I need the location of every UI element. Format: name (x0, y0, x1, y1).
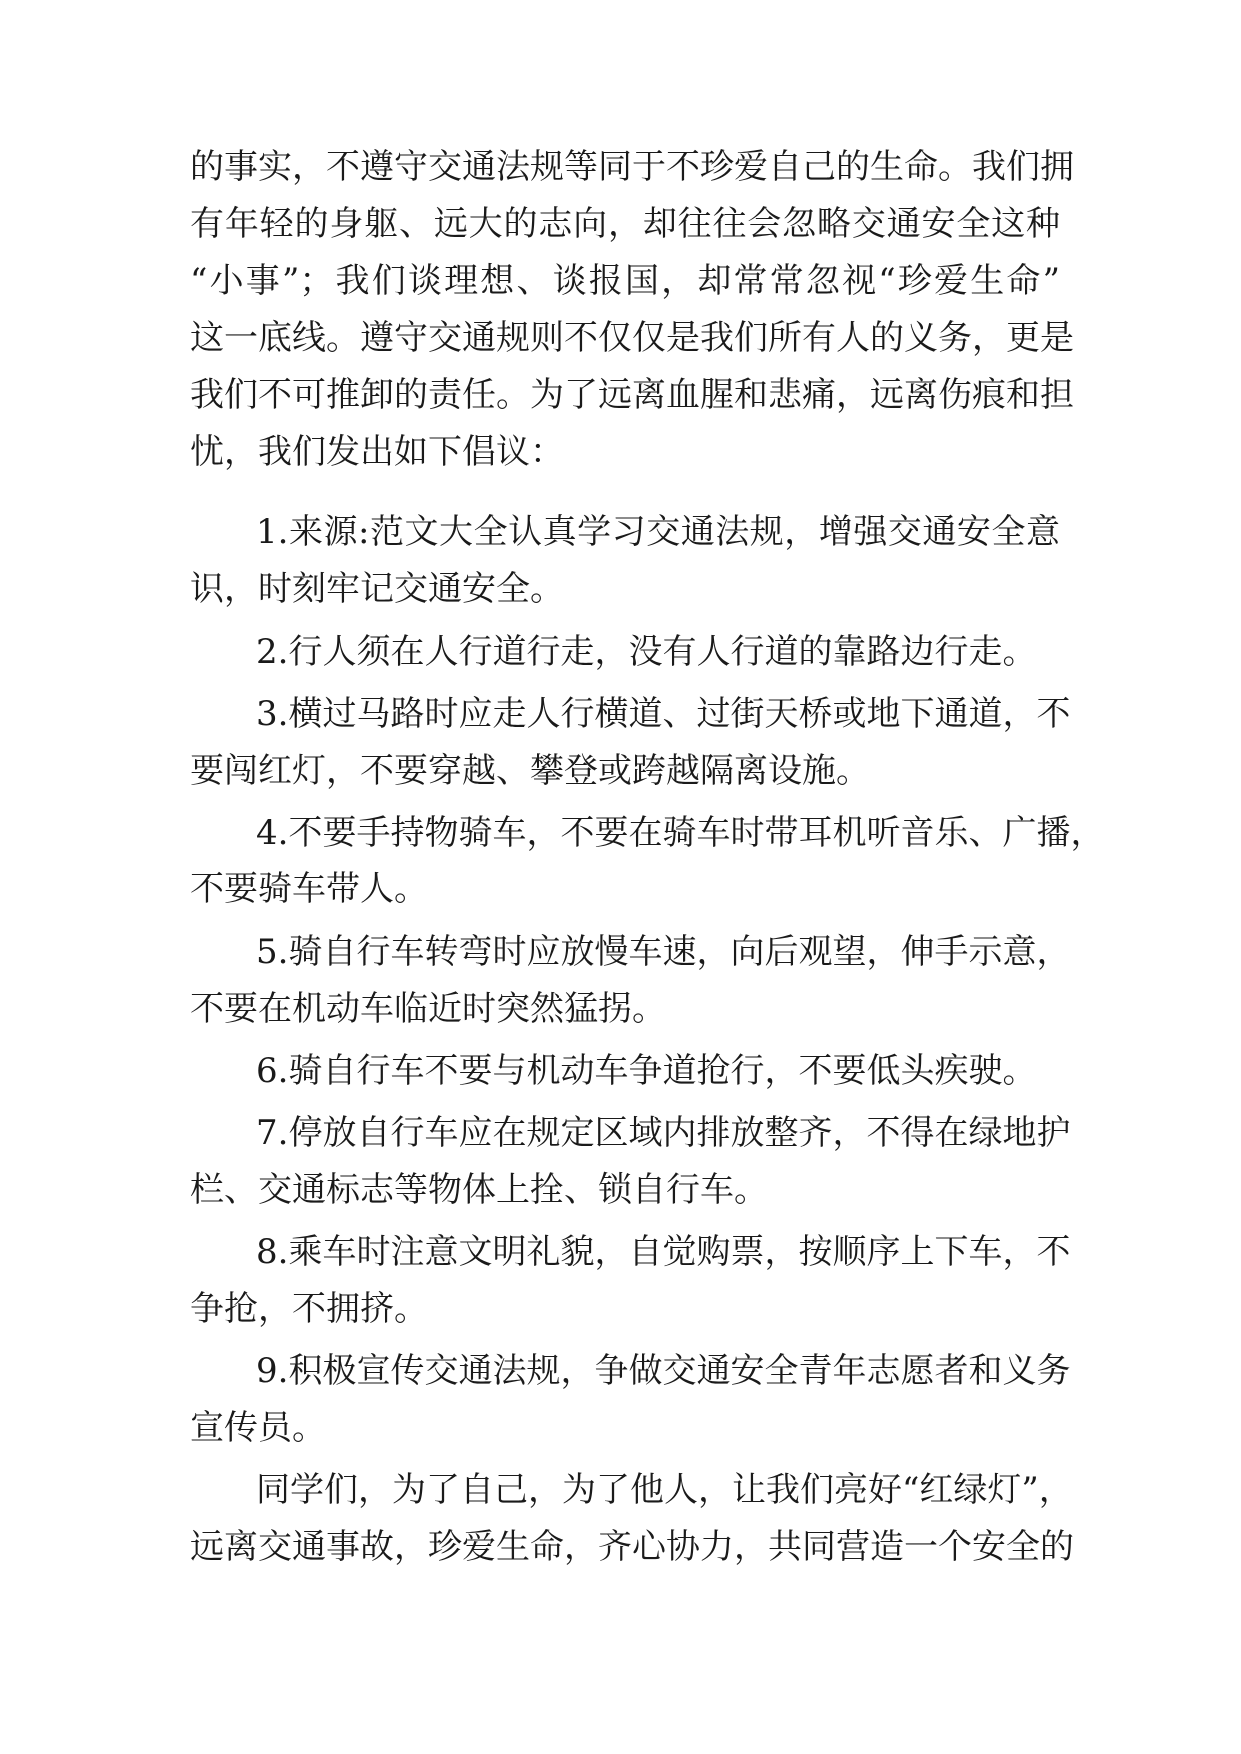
text-line: 识，时刻牢记交通安全。 (190, 569, 564, 609)
proposal-item-2: 2.行人须在人行道行走，没有人行道的靠路边行走。 (256, 632, 1037, 672)
text-line: 这一底线。遵守交通规则不仅仅是我们所有人的义务，更是 (190, 318, 1074, 358)
text-line: 我们不可推卸的责任。为了远离血腥和悲痛，远离伤痕和担 (190, 375, 1074, 415)
text-line: 不要骑车带人。 (190, 869, 428, 909)
proposal-item-3: 3.横过马路时应走人行横道、过街天桥或地下通道，不 (256, 694, 1071, 734)
text-line: 宣传员。 (190, 1408, 326, 1448)
text-line: 的事实，不遵守交通法规等同于不珍爱自己的生命。我们拥 (190, 147, 1074, 187)
text-line: 有年轻的身躯、远大的志向，却往往会忽略交通安全这种 (190, 204, 1060, 244)
closing-paragraph: 同学们，为了自己，为了他人，让我们亮好“红绿灯”， (256, 1470, 1073, 1510)
text-line: 要闯红灯，不要穿越、攀登或跨越隔离设施。 (190, 751, 870, 791)
text-line: “小事”；我们谈理想、谈报国，却常常忽视“珍爱生命” (190, 261, 1060, 301)
text-line: 远离交通事故，珍爱生命，齐心协力，共同营造一个安全的 (190, 1527, 1074, 1567)
proposal-item-1: 1.来源:范文大全认真学习交通法规，增强交通安全意 (256, 512, 1060, 552)
proposal-item-8: 8.乘车时注意文明礼貌，自觉购票，按顺序上下车，不 (256, 1232, 1071, 1272)
text-line: 栏、交通标志等物体上拴、锁自行车。 (190, 1170, 768, 1210)
proposal-item-5: 5.骑自行车转弯时应放慢车速，向后观望，伸手示意， (256, 932, 1071, 972)
proposal-item-7: 7.停放自行车应在规定区域内排放整齐，不得在绿地护 (256, 1113, 1071, 1153)
text-line: 不要在机动车临近时突然猛拐。 (190, 989, 666, 1029)
text-line: 争抢，不拥挤。 (190, 1289, 428, 1329)
text-line: 忧，我们发出如下倡议： (190, 432, 564, 472)
proposal-item-9: 9.积极宣传交通法规，争做交通安全青年志愿者和义务 (256, 1351, 1071, 1391)
proposal-item-6: 6.骑自行车不要与机动车争道抢行，不要低头疾驶。 (256, 1051, 1037, 1091)
proposal-item-4: 4.不要手持物骑车，不要在骑车时带耳机听音乐、广播， (256, 813, 1105, 853)
